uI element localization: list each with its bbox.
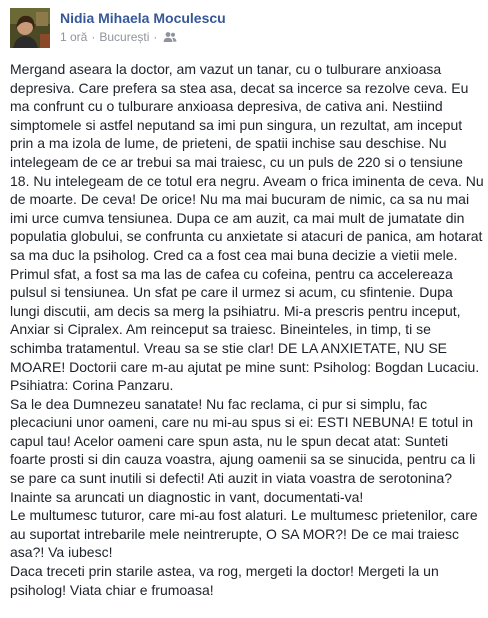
post-text-line: schimba tratamentul. Vreau sa se stie clar! DE LA ANXIETATE, NU SE <box>10 339 448 356</box>
post-text-line: se pare ca sunt inutili si defecti! Ati auzit in viata voastra de serotonina? <box>10 470 453 487</box>
post-text-line: 18. Nu intelegeam de ce totul era negru. Aveam o frica iminenta de ceva. Nu <box>10 172 484 189</box>
post-text-line: capul tau! Acelor oameni care spun asta, nu le spun decat atat: Sunteti <box>10 432 449 449</box>
post-text-line: Anxiar si Cipralex. Am reinceput sa traiesc. Bineinteles, in timp, ti se <box>10 321 431 338</box>
post-text-line: psiholog! Viata chiar e frumoasa! <box>10 581 214 598</box>
post-text-line: de moarte. De ceva! De orice! Nu ma mai bucuram de nimic, ca sa nu mai <box>10 191 470 208</box>
friends-icon[interactable] <box>163 31 177 43</box>
post-text-line: au suportat intrebarile mele neintrerupte, O SA MOR?! De ce mai traiesc <box>10 525 459 542</box>
post-text-line: populatia globului, se confrunta cu anxietate si atacuri de panica, am hotarat <box>10 228 483 245</box>
post-text-line: MOARE! Doctorii care m-au ajutat pe mine sunt: Psiholog: Bogdan Lucaciu. <box>10 358 480 375</box>
meta-separator: · <box>153 30 158 44</box>
meta-separator: · <box>91 30 96 44</box>
post-text-line: asa?! Va iubesc! <box>10 544 113 561</box>
post-text-line: sa ma duc la psiholog. Cred ca a fost cea mai buna decizie a vietii mele. <box>10 246 458 263</box>
post-time[interactable]: 1 oră <box>60 30 88 44</box>
post-text <box>10 60 484 599</box>
post-text-line: imi urce cumva tensiunea. Dupa ce am auzit, ca mai mult de jumatate din <box>10 209 465 226</box>
avatar-photo <box>10 8 50 48</box>
post-meta <box>60 30 177 44</box>
post-text-line: pulsul si tensiunea. Un sfat pe care il urmez si acum, cu sfintenie. Dupa <box>10 284 453 301</box>
post-text-line: lungi discutii, am decis sa merg la psihiatru. Mi-a prescris pentru inceput, <box>10 302 461 319</box>
post-text-line: Daca treceti prin starile astea, va rog, mergeti la doctor! Mergeti la un <box>10 563 439 580</box>
post-text-line: Sa le dea Dumnezeu sanatate! Nu fac reclama, ci pur si simplu, fac <box>10 395 428 412</box>
post-text-line: Psihiatra: Corina Panzaru. <box>10 377 174 394</box>
avatar[interactable] <box>10 8 50 48</box>
post-text-line: ma confrunt cu o tulburare anxioasa depresiva, de cativa ani. Nestiind <box>10 98 443 115</box>
post-text-line: Mergand aseara la doctor, am vazut un tanar, cu o tulburare anxioasa <box>10 61 442 77</box>
author-name[interactable]: Nidia Mihaela Moculescu <box>60 10 226 26</box>
post-header <box>10 8 478 48</box>
post-text-line: plecaciuni unor oameni, care nu mi-au spus si ei: ESTI NEBUNA! E totul in <box>10 414 473 431</box>
post-text-line: prin a ma izola de lume, de prieteni, de spatii inchise sau deschise. Nu <box>10 135 447 152</box>
post-text-line: Inainte sa aruncati un diagnostic in vant, documentati-va! <box>10 488 364 505</box>
post-text-line: Primul sfat, a fost sa ma las de cafea cu cofeina, pentru ca accelereaza <box>10 265 453 282</box>
post-location[interactable]: București <box>99 30 150 44</box>
post-text-line: foarte prosti si din cauza voastra, ajung oamenii sa se sinucida, pentru ca li <box>10 451 476 468</box>
post-text-line: Le multumesc tuturor, care mi-au fost alaturi. Le multumesc prietenilor, care <box>10 507 478 524</box>
post-text-line: simptomele si astfel neputand sa imi pun singura, un rezultat, am inceput <box>10 116 463 133</box>
post-text-line: depresiva. Care prefera sa stea asa, decat sa incerce sa rezolve ceva. Eu <box>10 79 469 96</box>
post-text-line: intelegeam de ce ar trebui sa mai traiesc, cu un puls de 220 si o tensiune <box>10 153 463 170</box>
